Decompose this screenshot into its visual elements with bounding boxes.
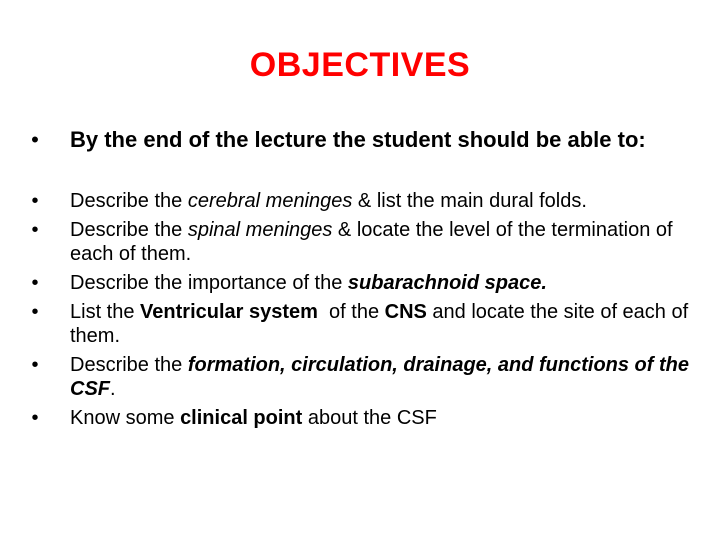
objective-cerebral-meninges bbox=[28, 189, 698, 213]
objective-text: . bbox=[110, 378, 116, 400]
bullet-icon: • bbox=[31, 354, 39, 376]
objective-ventricular-system bbox=[28, 300, 698, 348]
objective-spinal-meninges bbox=[28, 218, 698, 266]
objective-emphasis: formation, circulation, drainage, and functions of the CSF bbox=[70, 354, 689, 400]
objective-emphasis: cerebral meninges bbox=[187, 190, 353, 212]
objective-subarachnoid-space bbox=[28, 271, 698, 295]
objective-text: & locate the level of the termination of each of them. bbox=[70, 219, 673, 265]
bullet-icon: • bbox=[31, 301, 39, 323]
objective-text: and locate the site of each of them. bbox=[70, 301, 689, 347]
intro-item bbox=[28, 128, 720, 152]
intro-text: By the end of the lecture the student should be able to: bbox=[70, 127, 646, 152]
objective-text: List the bbox=[70, 301, 141, 323]
objective-text: Know some bbox=[70, 407, 181, 429]
objective-text: Describe the bbox=[70, 354, 188, 376]
objective-emphasis: spinal meninges bbox=[187, 219, 333, 241]
objective-text: Describe the bbox=[70, 219, 188, 241]
bullet-icon: • bbox=[31, 127, 39, 152]
bullet-icon: • bbox=[31, 219, 39, 241]
objective-text: Describe the bbox=[70, 190, 188, 212]
bullet-icon: • bbox=[31, 190, 39, 212]
bullet-icon: • bbox=[31, 272, 39, 294]
objective-text: of the bbox=[317, 301, 385, 323]
objective-bold: CNS bbox=[384, 301, 427, 323]
objective-csf-formation bbox=[28, 353, 698, 401]
objective-clinical-point bbox=[28, 406, 698, 430]
objective-text: & list the main dural folds. bbox=[352, 190, 587, 212]
objective-text: Describe the importance of the bbox=[70, 272, 348, 294]
objective-emphasis: subarachnoid space. bbox=[347, 272, 547, 294]
objectives-list bbox=[28, 189, 698, 430]
bullet-icon: • bbox=[31, 407, 39, 429]
objective-bold: Ventricular system bbox=[140, 301, 318, 323]
objective-text: about the CSF bbox=[302, 407, 437, 429]
objective-bold: clinical point bbox=[180, 407, 303, 429]
slide-title: OBJECTIVES bbox=[249, 46, 471, 84]
